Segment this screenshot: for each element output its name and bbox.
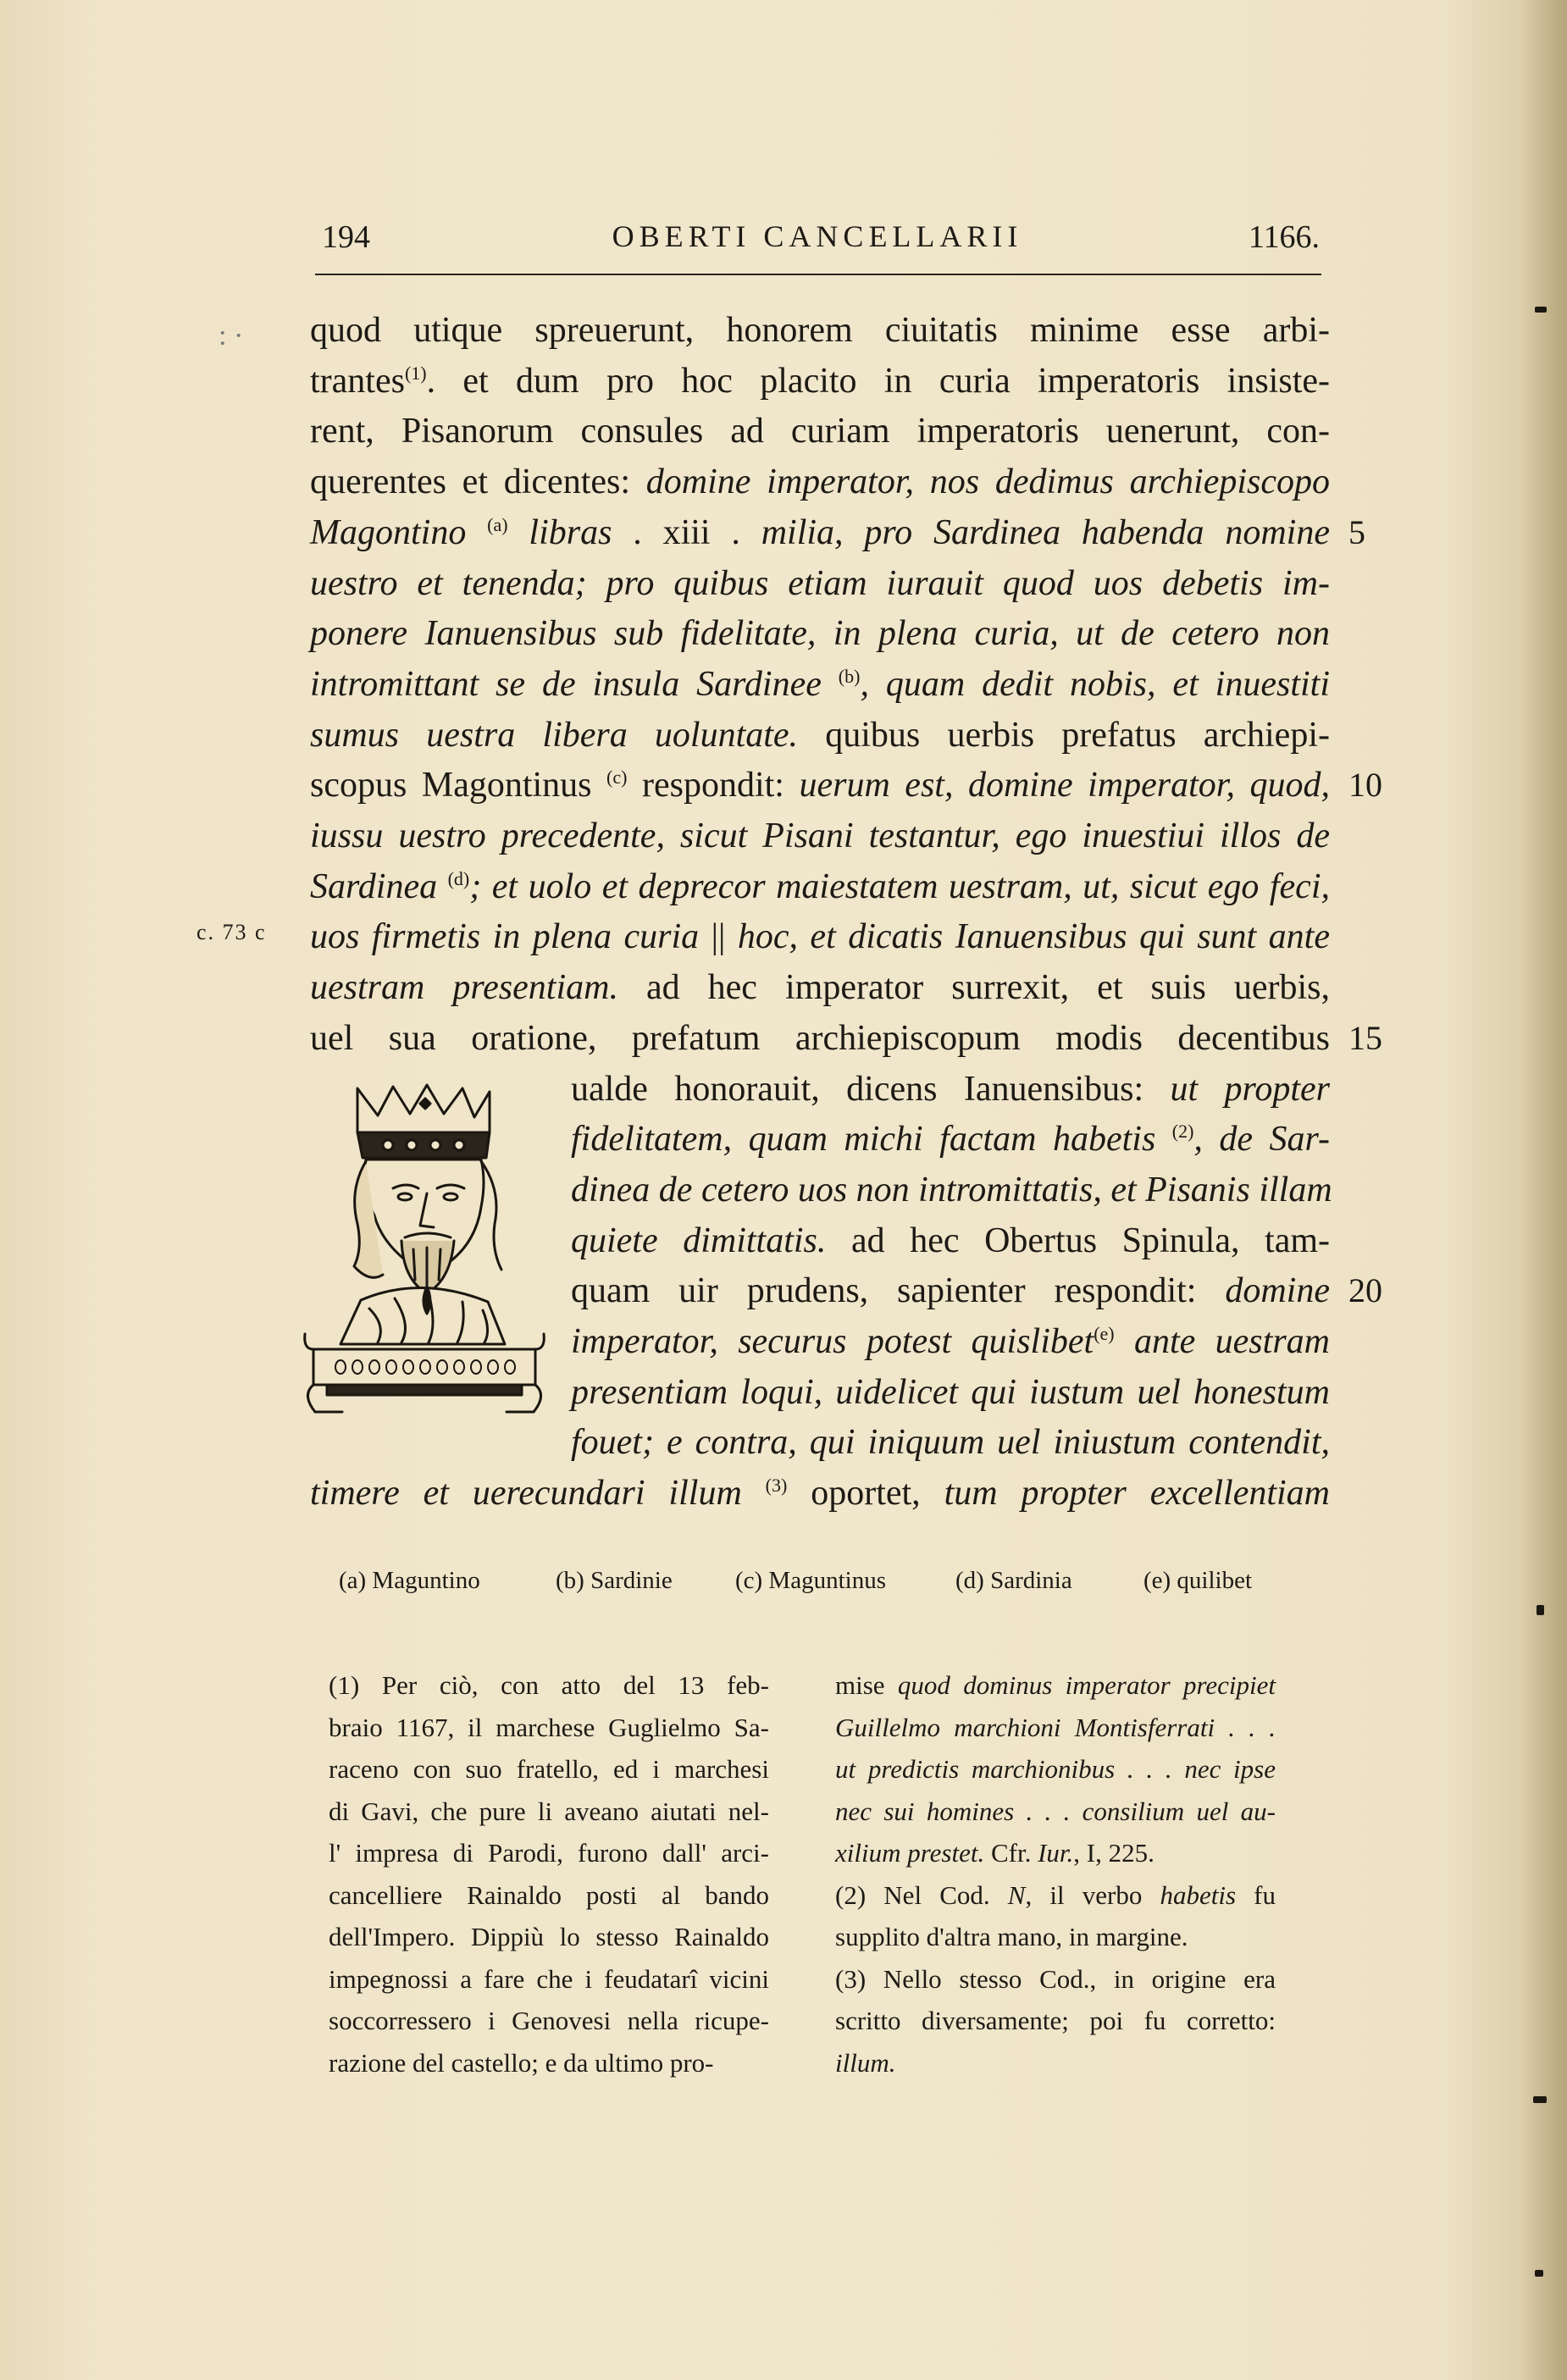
text-segment: quibus uerbis prefatus archiepi- xyxy=(798,715,1330,755)
text-segment: quod dominus imperator precipiet xyxy=(897,1670,1276,1700)
line-number: 10 xyxy=(1348,766,1382,805)
text-line xyxy=(310,608,1330,659)
text-segment: iussu uestro precedente, sicut Pisani testantur, ego inuestiui illos de xyxy=(310,816,1330,855)
text-line xyxy=(310,760,1330,811)
footnote-line xyxy=(329,2000,769,2042)
text-segment: oportet, xyxy=(787,1474,944,1514)
footnote-line xyxy=(329,1791,769,1833)
text-segment: timere et uerecundari illum xyxy=(310,1474,766,1514)
text-segment: Iur. xyxy=(1038,1838,1074,1868)
text-segment: scritto diversamente; poi fu corretto: xyxy=(835,2006,1276,2035)
variant-reading: (d) Sardinia xyxy=(955,1567,1072,1594)
text-segment: (2) xyxy=(1171,1121,1194,1143)
text-segment: uel sua oratione, prefatum archiepiscopum modis decentibus xyxy=(310,1018,1330,1058)
edge-mark xyxy=(1535,307,1547,313)
footnote-line xyxy=(835,1664,1276,1707)
footnote-line xyxy=(329,1707,769,1749)
text-line xyxy=(310,710,1330,761)
footnote-line xyxy=(329,1916,769,1958)
text-line xyxy=(310,659,1330,710)
text-line-wrapped xyxy=(571,1064,1330,1115)
footnote-line xyxy=(329,1664,769,1707)
text-segment: domine imperator, nos dedimus archiepiscopo xyxy=(645,462,1331,502)
footnote-line xyxy=(835,1832,1276,1874)
header-year: 1166. xyxy=(1248,219,1320,255)
text-segment: fouet; e contra, qui iniquum uel iniustum contendit, xyxy=(571,1423,1330,1463)
text-segment: quam uir prudens, sapienter respondit: xyxy=(571,1271,1226,1311)
text-line-wrapped xyxy=(571,1114,1330,1165)
text-segment: scopus Magontinus xyxy=(310,766,607,805)
page-title: OBERTI CANCELLARII xyxy=(612,219,1023,253)
text-segment: , I, 225. xyxy=(1073,1838,1154,1868)
text-line xyxy=(310,1013,1330,1064)
text-segment: uos firmetis in plena curia xyxy=(310,917,700,957)
text-segment: fu xyxy=(1236,1879,1276,1910)
text-segment: N xyxy=(1007,1879,1026,1910)
text-line xyxy=(310,356,1330,407)
footnote-line xyxy=(329,1748,769,1791)
text-segment: fidelitatem, quam michi factam habetis xyxy=(571,1120,1172,1160)
running-head xyxy=(313,219,1321,269)
text-segment: (a) xyxy=(487,513,508,535)
footnotes-right xyxy=(835,1664,1276,2084)
emperor-portrait-woodcut xyxy=(302,1080,547,1436)
text-line xyxy=(310,962,1330,1013)
text-segment: milia, pro Sardinea habenda nomine xyxy=(761,512,1330,552)
variant-reading: (e) quilibet xyxy=(1143,1567,1253,1594)
line-number: 20 xyxy=(1348,1271,1382,1310)
text-segment: (3) Nello stesso Cod., in origine era xyxy=(835,1963,1276,1994)
text-segment: Magontino xyxy=(310,512,488,552)
header-rule xyxy=(315,274,1321,275)
text-line-wrapped xyxy=(571,1316,1330,1367)
footnote-line xyxy=(329,1874,769,1917)
text-segment: imperator, securus potest quislibet xyxy=(571,1322,1094,1361)
text-segment: (1) Per ciò, con atto del 13 feb- xyxy=(329,1670,769,1700)
text-segment: habetis xyxy=(1160,1879,1237,1910)
text-segment: (1) xyxy=(404,362,427,384)
edge-mark xyxy=(1533,2096,1547,2103)
text-segment: soccorressero i Genovesi nella ricupe- xyxy=(329,2006,769,2035)
text-segment: (e) xyxy=(1094,1323,1115,1344)
text-segment: ut propter xyxy=(1170,1069,1330,1109)
footnote-line xyxy=(835,1958,1276,2001)
text-segment: sumus uestra libera uoluntate. xyxy=(310,715,799,755)
footnote-line xyxy=(835,1791,1276,1833)
text-segment: intromittant se de insula Sardinee xyxy=(310,664,839,704)
text-segment: dinea de cetero uos non intromittatis, et Pisanis illam xyxy=(571,1170,1332,1209)
variant-reading: (b) Sardinie xyxy=(556,1567,673,1594)
text-line xyxy=(310,811,1330,861)
text-line-wrapped xyxy=(571,1215,1330,1266)
text-segment: quiete dimittatis. xyxy=(571,1220,827,1260)
text-segment: cancelliere Rainaldo posti al bando xyxy=(329,1879,769,1910)
edge-mark xyxy=(1535,2270,1543,2277)
text-segment: querentes et dicentes: xyxy=(310,462,646,502)
text-segment: illum. xyxy=(835,2047,896,2078)
text-line-wrapped xyxy=(571,1367,1330,1418)
text-line-wrapped xyxy=(571,1417,1330,1468)
edge-mark xyxy=(1537,1605,1544,1615)
variant-reading: (c) Maguntinus xyxy=(735,1567,886,1594)
page-number: 194 xyxy=(322,219,370,255)
text-segment: presentiam loqui, uidelicet qui iustum uel honestum xyxy=(571,1372,1330,1412)
text-segment: , de Sar- xyxy=(1193,1120,1330,1160)
footnote-line xyxy=(835,1874,1276,1917)
text-segment: Cfr. xyxy=(984,1838,1038,1868)
variant-readings xyxy=(339,1567,1287,1601)
footnote-line xyxy=(329,2042,769,2084)
text-segment: libras xyxy=(507,512,634,552)
text-segment: di Gavi, che pure li aveano aiutati nel- xyxy=(329,1796,769,1826)
text-segment: || xyxy=(699,917,738,957)
text-line xyxy=(310,1468,1330,1519)
text-segment: dell'Impero. Dippiù lo stesso Rainaldo xyxy=(329,1922,769,1951)
footnote-line xyxy=(835,1707,1276,1749)
text-segment: ut predictis marchionibus . . . nec ipse xyxy=(835,1754,1276,1784)
text-segment: (d) xyxy=(447,867,470,889)
text-segment: ; et uolo et deprecor maiestatem uestram, ut, sicut ego feci, xyxy=(469,866,1330,906)
line-number: 5 xyxy=(1348,512,1365,551)
text-segment: Sardinea xyxy=(310,866,448,906)
text-segment: supplito d'altra mano, in margine. xyxy=(835,1922,1188,1951)
footnote-line xyxy=(835,2042,1276,2084)
text-segment: impegnossi a fare che i feudatarî vicini xyxy=(329,1963,769,1994)
text-segment: Guillelmo marchioni Montisferrati . . . xyxy=(835,1712,1276,1742)
text-line xyxy=(310,457,1330,507)
text-segment: respondit: xyxy=(627,766,800,805)
text-segment: (2) Nel Cod. xyxy=(835,1879,1008,1910)
text-segment: , il verbo xyxy=(1025,1879,1160,1910)
text-segment: ante uestram xyxy=(1114,1322,1330,1361)
text-segment: . xiii . xyxy=(633,512,761,552)
text-segment: ponere Ianuensibus sub fidelitate, in plena curia, ut de cetero non xyxy=(310,614,1330,654)
footnote-line xyxy=(329,1832,769,1874)
text-segment: (3) xyxy=(765,1475,788,1497)
footnotes-left xyxy=(329,1664,769,2084)
variant-reading: (a) Maguntino xyxy=(339,1567,480,1594)
text-line xyxy=(310,507,1330,558)
footnote-line xyxy=(835,1748,1276,1791)
footnote-line xyxy=(329,1958,769,2001)
text-segment: uerum est, domine imperator, quod, xyxy=(799,766,1330,805)
text-line xyxy=(310,911,1330,962)
text-segment: uestro et tenenda; pro quibus etiam iurauit quod uos debetis im- xyxy=(310,563,1330,603)
text-segment: l' impresa di Parodi, furono dall' arci- xyxy=(329,1838,769,1868)
text-segment: ad hec imperator surrexit, et suis uerbis, xyxy=(617,968,1330,1008)
margin-mark: : · xyxy=(219,320,244,351)
text-segment: , quam dedit nobis, et inuestiti xyxy=(860,664,1330,704)
text-segment: domine xyxy=(1225,1271,1330,1311)
text-line-wrapped xyxy=(571,1165,1330,1215)
text-segment: uestram presentiam. xyxy=(310,968,618,1008)
page-edge-shadow xyxy=(1520,0,1567,2380)
text-line xyxy=(310,558,1330,609)
text-line xyxy=(310,406,1330,457)
text-segment: quod utique spreuerunt, honorem ciuitatis minime esse arbi- xyxy=(310,311,1330,350)
text-segment: rent, Pisanorum consules ad curiam imperatoris uenerunt, con- xyxy=(310,412,1330,451)
text-segment: (b) xyxy=(838,665,861,687)
text-line xyxy=(310,861,1330,912)
text-line-wrapped xyxy=(571,1265,1330,1316)
footnote-line xyxy=(835,2000,1276,2042)
text-segment: braio 1167, il marchese Guglielmo Sa- xyxy=(329,1712,769,1742)
text-segment: ad hec Obertus Spinula, tam- xyxy=(826,1220,1331,1260)
text-segment: mise xyxy=(835,1670,898,1700)
text-segment: raceno con suo fratello, ed i marchesi xyxy=(329,1754,769,1784)
line-number: 15 xyxy=(1348,1018,1382,1057)
text-segment: hoc, et dicatis Ianuensibus qui sunt ante xyxy=(737,917,1330,957)
footnote-line xyxy=(835,1916,1276,1958)
text-segment: (c) xyxy=(606,767,628,789)
text-segment: ualde honorauit, dicens Ianuensibus: xyxy=(571,1069,1171,1109)
text-segment: xilium prestet. xyxy=(835,1838,985,1868)
margin-note: c. 73 c xyxy=(197,920,267,944)
text-segment: nec sui homines . . . consilium uel au- xyxy=(835,1796,1276,1826)
text-segment: razione del castello; e da ultimo pro- xyxy=(329,2047,714,2078)
text-segment: . et dum pro hoc placito in curia imperatoris insiste- xyxy=(426,361,1330,401)
text-segment: trantes xyxy=(310,361,405,401)
text-segment: tum propter excellentiam xyxy=(944,1474,1331,1514)
text-line xyxy=(310,305,1330,356)
